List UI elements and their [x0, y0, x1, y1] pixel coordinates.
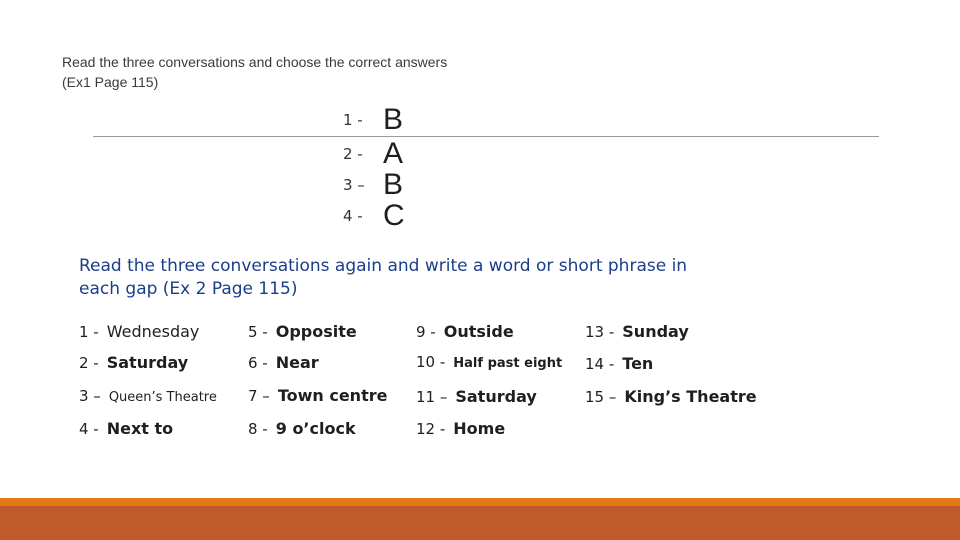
gap-number: 11 –: [416, 388, 448, 406]
gap-answer-text: Saturday: [106, 353, 189, 372]
exercise1-instructions: [62, 52, 662, 92]
gap-answer-text: Saturday: [455, 387, 537, 406]
answer-row-4: [343, 200, 405, 232]
gap-number: 9 -: [416, 323, 436, 341]
gap-answer-text: Sunday: [622, 322, 689, 341]
gap-number: 1 -: [79, 323, 99, 341]
answer-letter: C: [383, 199, 405, 232]
gap-number: 13 -: [585, 323, 615, 341]
gap-answer-15: [585, 387, 757, 406]
gap-answer-text: Next to: [106, 419, 174, 438]
gap-answer-text: Near: [275, 353, 319, 372]
gap-answer-text: Town centre: [277, 386, 388, 405]
answer-letter: A: [383, 137, 404, 170]
gap-answer-text: Ten: [622, 354, 654, 373]
answer-row-2: [343, 138, 403, 170]
gap-answer-8: [248, 419, 356, 438]
gap-answer-text: Home: [453, 419, 506, 438]
gap-answer-7: [248, 386, 387, 405]
gap-answer-5: [248, 322, 357, 341]
gap-number: 7 –: [248, 387, 270, 405]
gap-answer-13: [585, 322, 689, 341]
answer-number: 2 -: [343, 145, 363, 163]
gap-answer-6: [248, 353, 319, 372]
gap-number: 3 –: [79, 387, 101, 405]
exercise1-page-reference: (Ex1 Page 115): [62, 74, 159, 90]
footer-accent-stripe: [0, 498, 960, 506]
gap-answer-text: Outside: [443, 322, 514, 341]
gap-answer-text: Opposite: [275, 322, 357, 341]
gap-answer-14: [585, 354, 653, 373]
exercise2-heading: [79, 255, 799, 301]
gap-answer-11: [416, 387, 537, 406]
gap-answer-2: [79, 353, 188, 372]
footer-band: [0, 506, 960, 540]
gap-number: 5 -: [248, 323, 268, 341]
gap-answer-12: [416, 419, 505, 438]
gap-number: 15 –: [585, 388, 617, 406]
exercise1-instruction-line: Read the three conversations and choose the correct answers: [62, 54, 448, 70]
answer-number: 3 –: [343, 176, 365, 194]
gap-answer-9: [416, 322, 514, 341]
gap-answer-1: [79, 322, 199, 341]
gap-number: 12 -: [416, 420, 446, 438]
gap-answer-text: Half past eight: [453, 356, 563, 371]
divider-line: [93, 136, 879, 137]
gap-number: 10 -: [416, 353, 446, 371]
gap-answer-text: Queen’s Theatre: [108, 390, 217, 405]
answer-letter: B: [383, 103, 404, 136]
gap-number: 2 -: [79, 354, 99, 372]
gap-answer-text: King’s Theatre: [624, 387, 757, 406]
gap-answer-text: 9 o’clock: [275, 419, 356, 438]
answer-letter: B: [383, 168, 404, 201]
exercise2-page-reference: each gap (Ex 2 Page 115): [79, 279, 298, 299]
gap-number: 14 -: [585, 355, 615, 373]
exercise2-instruction-line: Read the three conversations again and write a word or short phrase in: [79, 256, 688, 276]
gap-number: 4 -: [79, 420, 99, 438]
gap-answer-4: [79, 419, 173, 438]
answer-number: 4 -: [343, 207, 363, 225]
gap-answer-10: [416, 353, 562, 371]
gap-number: 6 -: [248, 354, 268, 372]
gap-answer-3: [79, 387, 217, 405]
answer-row-1: [343, 104, 403, 136]
answer-row-3: [343, 169, 403, 201]
answer-number: 1 -: [343, 111, 363, 129]
gap-answer-text: Wednesday: [106, 322, 200, 341]
gap-number: 8 -: [248, 420, 268, 438]
